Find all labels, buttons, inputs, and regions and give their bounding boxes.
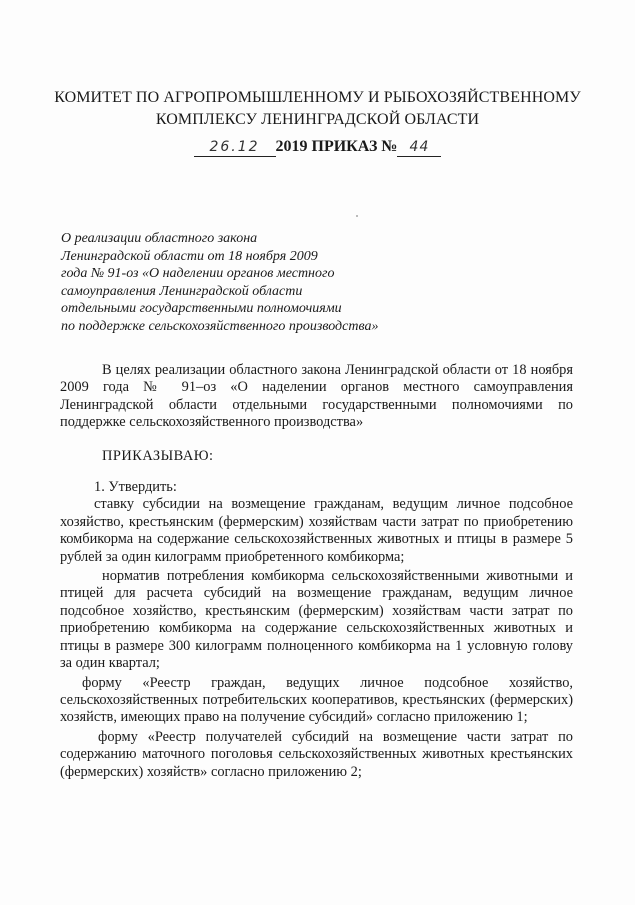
subject-line: Ленинградской области от 18 ноября 2009 [61,248,318,264]
item-1-heading: 1. Утвердить: [94,479,177,496]
subject-line: отдельными государственными полномочиями [61,301,342,316]
subject-line: по поддержке сельскохозяйственного производства» [61,318,379,334]
subject-line: О реализации областного закона [61,231,258,246]
order-body [60,362,573,781]
handwritten-date: 26.12 [194,138,276,157]
header-line-1: КОМИТЕТ ПО АГРОПРОМЫШЛЕННОМУ И РЫБОХОЗЯЙСТВЕННОМУ [54,89,581,106]
item-1-subsidy-rate: ставку субсидии на возмещение гражданам, ведущим личное подсобное хозяйство, крестьянским (фермерским) хозяйствам части затрат по приобретению комбикорма на содержание сельскохозяйственных животных и птицы в размере 5 рублей за один килограмм приобретенного комбикорма; [60,496,573,565]
order-title-line [0,136,635,158]
order-year-label: 2019 ПРИКАЗ № [275,138,398,155]
item-1-feed-norm: норматив потребления комбикорма сельскохозяйственными животными и птицей для расчета субсидий на возмещение гражданам, ведущим личное подсобное хозяйство, крестьянским (фермерским) хозяйствам части затрат по приобретению комбикорма на содержание сельскохозяйственных животных и птицы в размере 300 килограмм полноценного комбикорма на 1 условную голову за один квартал; [60,568,573,672]
committee-header [30,87,605,131]
header-line-2: КОМПЛЕКСУ ЛЕНИНГРАДСКОЙ ОБЛАСТИ [155,111,480,128]
item-1-registry-form-2: форму «Реестр получателей субсидий на возмещение части затрат по содержанию маточного поголовья сельскохозяйственных животных крестьянских (фермерских) хозяйств» согласно приложению 2; [60,728,573,780]
order-subject [61,230,461,335]
subject-line: самоуправления Ленинградской области [61,283,303,299]
item-1-registry-form-1: форму «Реестр граждан, ведущих личное подсобное хозяйство, сельскохозяйственных потребительских кооперативов, крестьянских (фермерских) хозяйств, имеющих право на получение субсидий» согласно приложению 1; [60,674,573,726]
scan-speck [356,215,358,217]
intro-paragraph: В целях реализации областного закона Ленинградской области от 18 ноября 2009 года № 91–оз «О наделении органов местного самоуправления Ленинградской области отдельными государственными полномочиями по поддержке сельскохозяйственного производства» [60,362,573,431]
subject-line: года № 91-оз «О наделении органов местного [61,266,335,281]
handwritten-order-number: 44 [397,138,441,157]
order-word: ПРИКАЗЫВАЮ: [102,447,214,464]
